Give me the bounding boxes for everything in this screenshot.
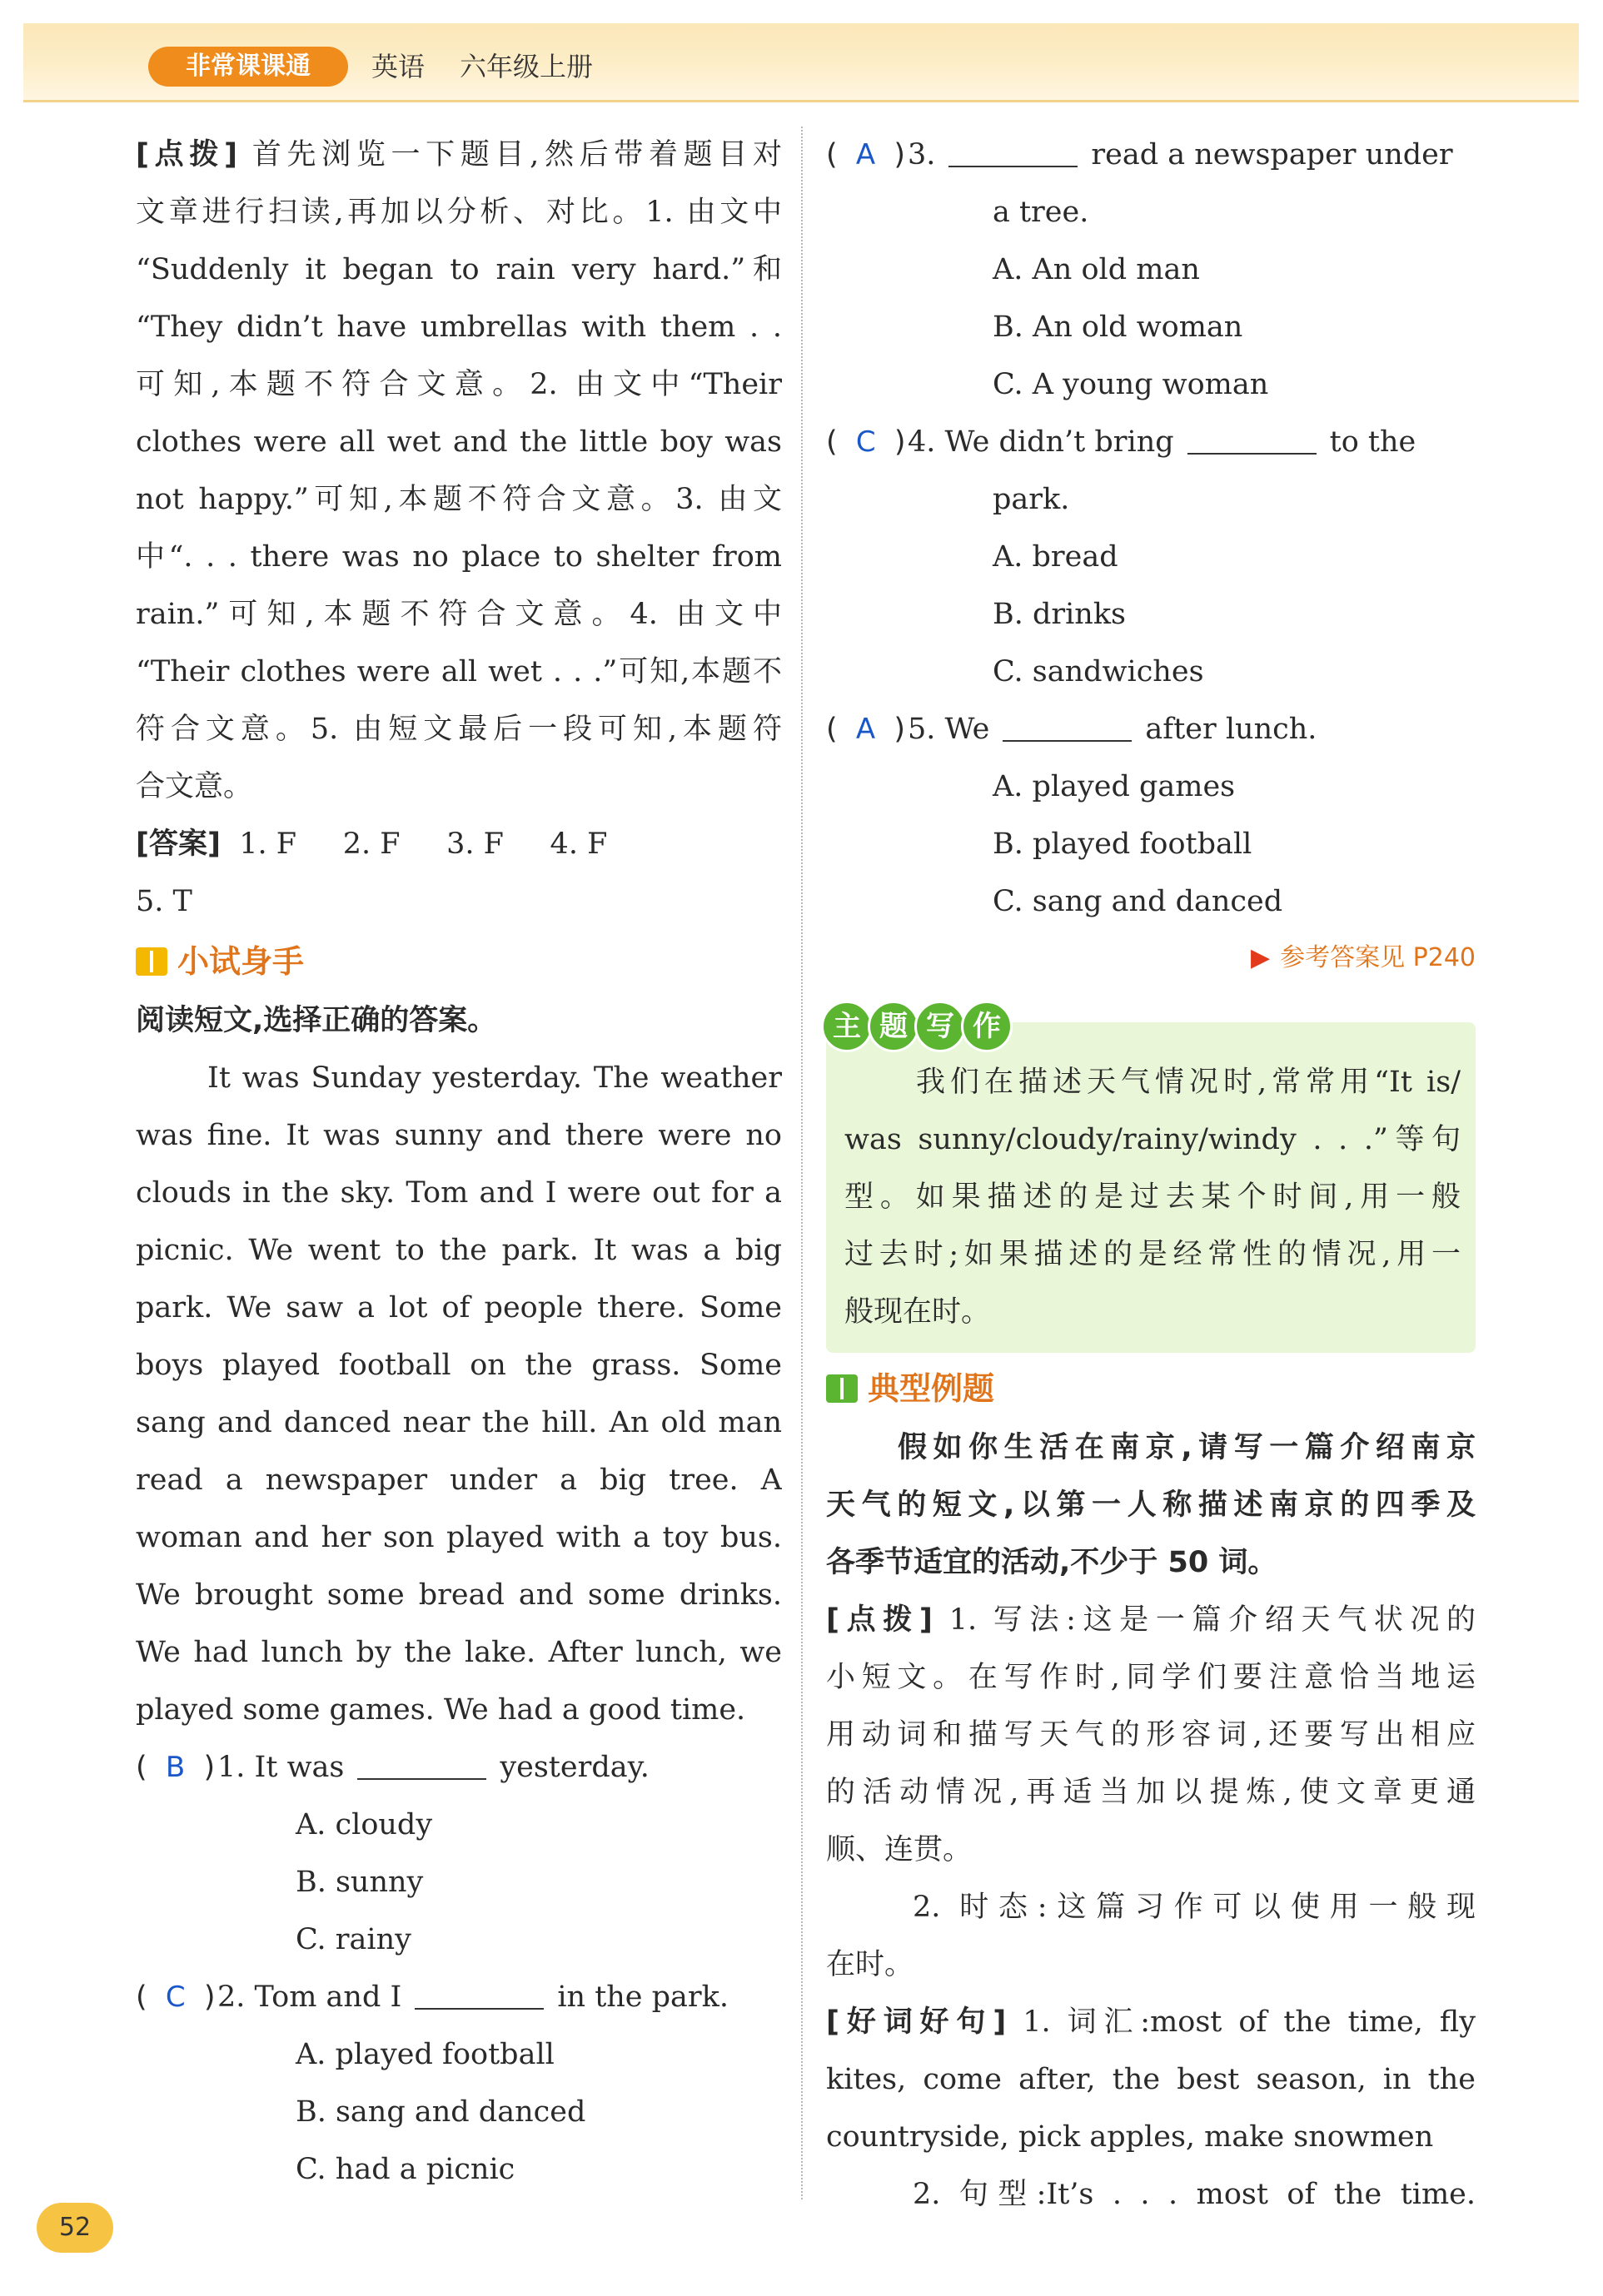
option: C. sandwiches bbox=[993, 655, 1204, 688]
passage-line: We had lunch by the lake. After lunch, we bbox=[136, 1636, 782, 1669]
analysis-line: 可知,本题不符合文意。2. 由文中“Their bbox=[136, 368, 782, 401]
answer-blank bbox=[415, 1980, 544, 2010]
page-number: 52 bbox=[37, 2203, 113, 2253]
option: C. rainy bbox=[296, 1923, 411, 1956]
tip-line: [点拨] 1. 写法:这是一篇介绍天气状况的 bbox=[826, 1603, 1476, 1637]
question-4: ( C )4. We didn’t bring to the bbox=[826, 425, 1416, 459]
words-line: 2. 句型:It’s . . . most of the time. bbox=[913, 2178, 1476, 2211]
answer-mark: A bbox=[855, 138, 876, 171]
grade-label: 六年级上册 bbox=[460, 51, 594, 82]
theme-line: was sunny/cloudy/rainy/windy . . .”等句 bbox=[844, 1123, 1461, 1156]
book-icon bbox=[826, 1374, 858, 1403]
task-line: 各季节适宜的活动,不少于 50 词。 bbox=[826, 1546, 1277, 1579]
tip-line: 在时。 bbox=[826, 1948, 914, 1981]
option: A. An old man bbox=[993, 253, 1200, 286]
column-divider bbox=[801, 127, 803, 2199]
right-column bbox=[826, 127, 1476, 2224]
answer-mark: C bbox=[855, 425, 876, 459]
passage-line: clouds in the sky. Tom and I were out for a bbox=[136, 1176, 782, 1210]
tip-line: 用动词和描写天气的形容词,还要写出相应 bbox=[826, 1718, 1476, 1752]
passage-line: We brought some bread and some drinks. bbox=[136, 1578, 782, 1612]
passage-line: was fine. It was sunny and there were no bbox=[136, 1119, 782, 1152]
analysis-line: [点拨] 首先浏览一下题目,然后带着题目对 bbox=[136, 138, 782, 171]
analysis-line: 符合文意。5. 由短文最后一段可知,本题符 bbox=[136, 713, 782, 746]
words-tag: [好词好句] bbox=[826, 2005, 1007, 2039]
question-2: ( C )2. Tom and I in the park. bbox=[136, 1980, 729, 2014]
passage-line: It was Sunday yesterday. The weather bbox=[207, 1061, 782, 1095]
option: A. bread bbox=[993, 540, 1118, 574]
answer-blank bbox=[357, 1750, 486, 1780]
tip-tag: [点拨] bbox=[826, 1603, 933, 1637]
answer-tag: [答案] bbox=[136, 827, 221, 861]
analysis-line: not happy.”可知,本题不符合文意。3. 由文 bbox=[136, 483, 782, 516]
option: A. cloudy bbox=[296, 1808, 433, 1841]
instruction: 阅读短文,选择正确的答案。 bbox=[136, 1004, 497, 1037]
analysis-line: “They didn’t have umbrellas with them . . bbox=[136, 311, 782, 344]
option: B. drinks bbox=[993, 598, 1127, 631]
words-line: countryside, pick apples, make snowmen bbox=[826, 2120, 1434, 2154]
question-3: ( A )3. read a newspaper under bbox=[826, 138, 1453, 171]
answer-mark: B bbox=[165, 1751, 186, 1784]
passage-line: picnic. We went to the park. It was a big bbox=[136, 1234, 782, 1267]
answer-line: [答案] 1. F 2. F 3. F 4. F bbox=[136, 827, 608, 861]
book-icon bbox=[136, 947, 167, 976]
passage-line: sang and danced near the hill. An old man bbox=[136, 1406, 782, 1439]
option: B. played football bbox=[993, 827, 1252, 861]
task-line: 假如你生活在南京,请写一篇介绍南京 bbox=[898, 1431, 1476, 1464]
section-title-practice: 小试身手 bbox=[136, 931, 782, 992]
tip-line: 2. 时态:这篇习作可以使用一般现 bbox=[913, 1891, 1476, 1924]
words-line: kites, come after, the best season, in the bbox=[826, 2063, 1476, 2096]
answer-blank bbox=[948, 137, 1078, 167]
analysis-line: “Their clothes were all wet . . .”可知,本题不 bbox=[136, 655, 782, 688]
passage-line: park. We saw a lot of people there. Some bbox=[136, 1291, 782, 1324]
question-4-cont: park. bbox=[993, 483, 1070, 516]
question-5: ( A )5. We after lunch. bbox=[826, 713, 1317, 746]
analysis-line: 合文意。 bbox=[136, 770, 253, 803]
theme-writing-box bbox=[826, 1010, 1476, 1353]
tip-line: 顺、连贯。 bbox=[826, 1833, 973, 1866]
task-line: 天气的短文,以第一人称描述南京的四季及 bbox=[826, 1488, 1476, 1522]
brand-badge: 非常课课通 bbox=[148, 47, 348, 87]
option: B. An old woman bbox=[993, 311, 1243, 344]
answer-blank bbox=[1003, 712, 1132, 742]
theme-line: 我们在描述天气情况时,常常用“It is/ bbox=[916, 1066, 1461, 1099]
question-3-cont: a tree. bbox=[993, 196, 1089, 229]
option: C. sang and danced bbox=[993, 885, 1283, 918]
theme-line: 型。如果描述的是过去某个时间,用一般 bbox=[844, 1180, 1461, 1214]
option: C. had a picnic bbox=[296, 2153, 515, 2186]
option: A. played football bbox=[296, 2038, 555, 2071]
answer-blank bbox=[1187, 425, 1317, 455]
passage-line: read a newspaper under a big tree. A bbox=[136, 1464, 782, 1497]
subject-label: 英语 bbox=[371, 51, 426, 82]
option: B. sang and danced bbox=[296, 2095, 586, 2129]
theme-line: 过去时;如果描述的是经常性的情况,用一 bbox=[844, 1238, 1461, 1271]
passage-line: woman and her son played with a toy bus. bbox=[136, 1521, 782, 1554]
option: A. played games bbox=[993, 770, 1236, 803]
passage-line: boys played football on the grass. Some bbox=[136, 1349, 782, 1382]
tip-line: 的活动情况,再适当加以提炼,使文章更通 bbox=[826, 1776, 1476, 1809]
analysis-tag: [点拨] bbox=[136, 138, 238, 171]
analysis-line: 文章进行扫读,再加以分析、对比。1. 由文中 bbox=[136, 196, 782, 229]
section-title-examples: 典型例题 bbox=[826, 1358, 1476, 1419]
passage-line: played some games. We had a good time. bbox=[136, 1693, 746, 1727]
answer-line: 5. T bbox=[136, 885, 192, 918]
analysis-line: “Suddenly it began to rain very hard.”和 bbox=[136, 253, 782, 286]
analysis-line: clothes were all wet and the little boy was bbox=[136, 425, 782, 459]
answer-reference-link[interactable]: ▶ 参考答案见 P240 bbox=[1251, 943, 1476, 972]
answer-mark: A bbox=[855, 713, 876, 746]
left-column bbox=[136, 127, 782, 2199]
analysis-line: rain.”可知,本题不符合文意。4. 由文中 bbox=[136, 598, 782, 631]
answer-mark: C bbox=[165, 1980, 186, 2014]
theme-writing-title: 主 题 写 作 bbox=[821, 1001, 1008, 1052]
theme-line: 般现在时。 bbox=[844, 1295, 991, 1329]
question-1: ( B )1. It was yesterday. bbox=[136, 1751, 650, 1784]
option: B. sunny bbox=[296, 1866, 424, 1899]
option: C. A young woman bbox=[993, 368, 1269, 401]
tip-line: 小短文。在写作时,同学们要注意恰当地运 bbox=[826, 1661, 1476, 1694]
words-line: [好词好句] 1. 词汇:most of the time, fly bbox=[826, 2005, 1476, 2039]
analysis-line: 中“. . . there was no place to shelter from bbox=[136, 540, 782, 574]
play-arrow-icon: ▶ bbox=[1251, 943, 1271, 972]
